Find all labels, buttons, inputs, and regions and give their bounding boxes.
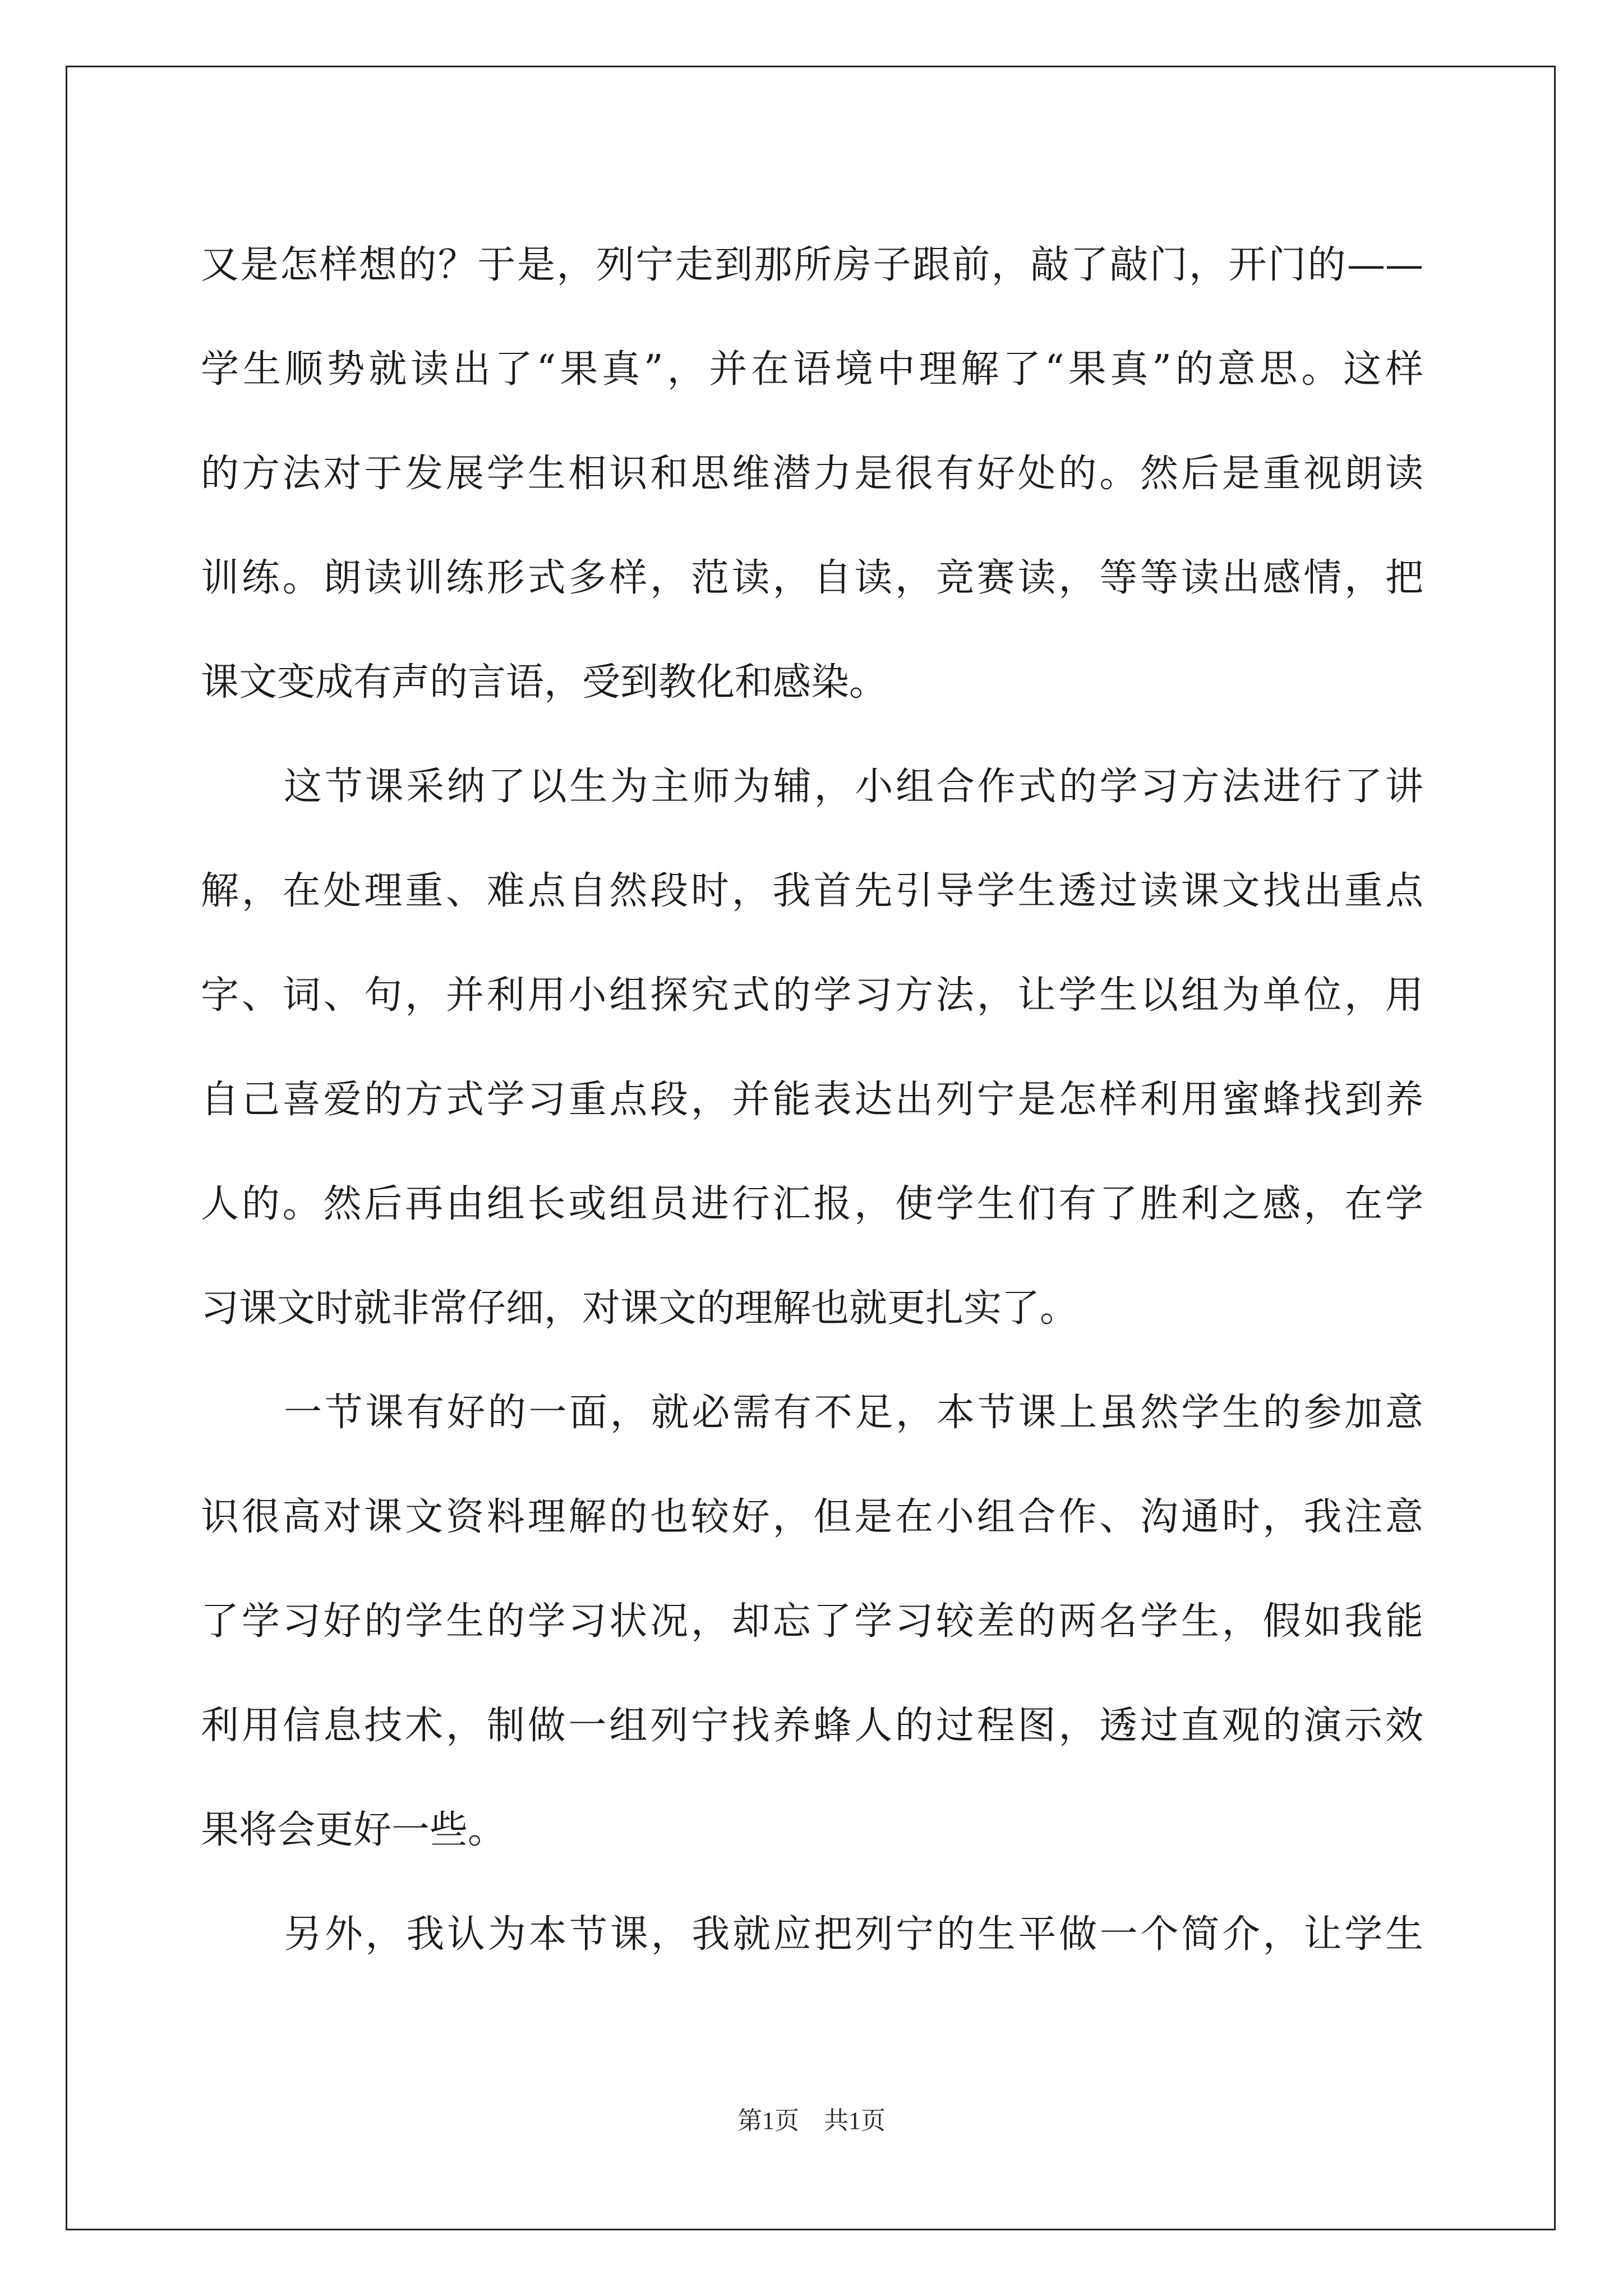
text-line: 人的。然后再由组长或组员进行汇报，使学生们有了胜利之感，在学 [201,1182,1423,1226]
text-line: 果将会更好一些。 [201,1808,506,1852]
text-line: 了学习好的学生的学习状况，却忘了学习较差的两名学生，假如我能 [201,1599,1423,1644]
text-line: 习课文时就非常仔细，对课文的理解也就更扎实了。 [201,1286,1078,1331]
text-line: 又是怎样想的？于是，列宁走到那所房子跟前，敲了敲门，开门的—— [201,243,1423,287]
document-body [201,213,1423,1987]
page-footer: 第1页 共1页 [737,2107,886,2134]
text-line: 利用信息技术，制做一组列宁找养蜂人的过程图，透过直观的演示效 [201,1704,1423,1748]
text-line: 解，在处理重、难点自然段时，我首先引导学生透过读课文找出重点 [201,869,1423,913]
text-line: 课文变成有声的言语，受到教化和感染。 [201,660,888,705]
text-line: 识很高对课文资料理解的也较好，但是在小组合作、沟通时，我注意 [201,1495,1423,1539]
text-line: 这节课采纳了以生为主师为辅，小组合作式的学习方法进行了讲 [284,765,1423,809]
text-line: 另外，我认为本节课，我就应把列宁的生平做一个简介，让学生 [284,1912,1423,1957]
text-line: 的方法对于发展学生相识和思维潜力是很有好处的。然后是重视朗读 [201,452,1423,496]
text-line: 自己喜爱的方式学习重点段，并能表达出列宁是怎样利用蜜蜂找到养 [201,1078,1423,1122]
text-line: 学生顺势就读出了“果真”，并在语境中理解了“果真”的意思。这样 [201,347,1423,392]
text-line: 一节课有好的一面，就必需有不足，本节课上虽然学生的参加意 [284,1391,1423,1435]
text-line: 训练。朗读训练形式多样，范读，自读，竞赛读，等等读出感情，把 [201,556,1423,600]
text-line: 字、词、句，并利用小组探究式的学习方法，让学生以组为单位，用 [201,973,1423,1018]
